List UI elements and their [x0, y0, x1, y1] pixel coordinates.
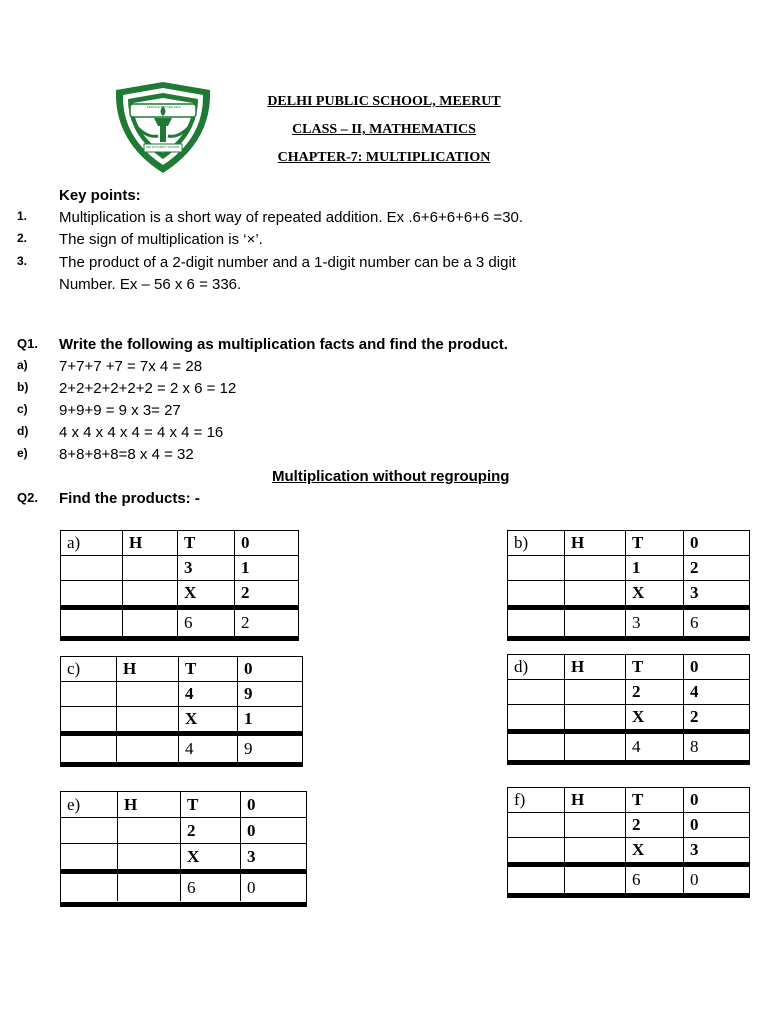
- tens-header: T: [626, 655, 684, 679]
- empty-cell: [565, 581, 626, 605]
- empty-cell: [508, 581, 565, 605]
- logo-bottom-text: DELHI PUBLIC SCHOOL: [145, 145, 180, 149]
- empty-cell: [61, 844, 118, 869]
- answer-tens: 4: [626, 734, 684, 760]
- empty-cell: [61, 707, 117, 731]
- multiplier: 3: [247, 846, 256, 866]
- worksheet-table-c: [60, 656, 303, 763]
- number-ones: 4: [690, 682, 699, 701]
- empty-cell: [117, 707, 179, 731]
- empty-cell: [508, 838, 565, 862]
- q2-title: Find the products: -: [59, 490, 200, 507]
- empty-cell: [61, 581, 123, 605]
- number-tens: 2: [626, 813, 684, 837]
- empty-cell: [565, 813, 626, 837]
- empty-cell: [508, 867, 565, 893]
- answer-tens: 6: [626, 867, 684, 893]
- empty-cell: [118, 844, 181, 869]
- table-label: c): [61, 657, 117, 681]
- q1-number: Q1.: [17, 336, 38, 351]
- answer-hundreds: [123, 610, 178, 636]
- ones-header: 0: [244, 659, 253, 678]
- table-label: e): [61, 792, 118, 817]
- q1-item-label: d): [17, 424, 29, 438]
- empty-cell: [61, 682, 117, 706]
- multiplier: 2: [241, 583, 250, 602]
- q1-title: Write the following as multiplication facts and find the product.: [59, 336, 508, 353]
- hundreds-header: H: [565, 655, 626, 679]
- key-point-text: The product of a 2-digit number and a 1-digit number can be a 3 digit: [59, 254, 516, 271]
- q1-item-text: 9+9+9 = 9 x 3= 27: [59, 402, 181, 419]
- key-point-text-continued: Number. Ex – 56 x 6 = 336.: [59, 276, 242, 293]
- worksheet-table-e: [60, 791, 307, 903]
- key-points-title: Key points:: [59, 187, 141, 204]
- empty-cell: [565, 838, 626, 862]
- worksheet-table-f: [507, 787, 750, 894]
- hundreds-header: H: [117, 657, 179, 681]
- number-tens: 4: [179, 682, 238, 706]
- ones-header: 0: [690, 657, 699, 676]
- q1-item-text: 8+8+8+8=8 x 4 = 32: [59, 446, 194, 463]
- q1-item-label: b): [17, 380, 29, 394]
- ones-header: 0: [241, 533, 250, 552]
- multiplier: 3: [690, 840, 699, 859]
- q1-item-label: c): [17, 402, 28, 416]
- empty-cell: [508, 556, 565, 580]
- empty-cell: [61, 818, 118, 843]
- ones-header: 0: [690, 790, 699, 809]
- empty-cell: [61, 556, 123, 580]
- answer-ones: 9: [244, 739, 253, 758]
- empty-cell: [508, 734, 565, 760]
- table-label: a): [61, 531, 123, 555]
- table-label: d): [508, 655, 565, 679]
- number-tens: 1: [626, 556, 684, 580]
- answer-hundreds: [565, 867, 626, 893]
- empty-cell: [508, 813, 565, 837]
- tens-header: T: [178, 531, 235, 555]
- table-bottom-rule: [60, 762, 303, 767]
- empty-cell: [565, 705, 626, 729]
- answer-hundreds: [117, 736, 179, 762]
- number-tens: 2: [181, 818, 241, 843]
- empty-cell: [118, 818, 181, 843]
- table-bottom-rule: [507, 893, 750, 898]
- worksheet-table-b: [507, 530, 750, 637]
- key-point-text: Multiplication is a short way of repeated addition. Ex .6+6+6+6+6 =30.: [59, 209, 524, 226]
- number-ones: 9: [244, 684, 253, 703]
- empty-cell: [508, 610, 565, 636]
- class-title: CLASS – II, MATHEMATICS: [292, 122, 476, 137]
- empty-cell: [508, 705, 565, 729]
- q1-item-label: a): [17, 358, 28, 372]
- empty-cell: [123, 556, 178, 580]
- answer-ones: 6: [690, 613, 699, 632]
- empty-cell: [61, 736, 117, 762]
- empty-cell: [117, 682, 179, 706]
- number-ones: 2: [690, 558, 699, 577]
- multiplier: 3: [690, 583, 699, 602]
- q2-number: Q2.: [17, 490, 38, 505]
- empty-cell: [123, 581, 178, 605]
- number-ones: 1: [241, 558, 250, 577]
- ones-header: 0: [247, 794, 256, 814]
- answer-ones: 0: [690, 870, 699, 889]
- answer-hundreds: [118, 874, 181, 901]
- key-point-number: 1.: [17, 209, 28, 223]
- answer-ones: 2: [241, 613, 250, 632]
- q1-item-text: 7+7+7 +7 = 7x 4 = 28: [59, 358, 203, 375]
- tens-header: T: [179, 657, 238, 681]
- hundreds-header: H: [118, 792, 181, 817]
- tens-header: T: [626, 531, 684, 555]
- key-point-number: 2.: [17, 231, 28, 245]
- table-bottom-rule: [507, 636, 750, 641]
- multiply-sign: X: [179, 707, 238, 731]
- number-ones: 0: [247, 820, 256, 840]
- multiply-sign: X: [626, 705, 684, 729]
- table-bottom-rule: [507, 760, 750, 765]
- empty-cell: [61, 610, 123, 636]
- multiplier: 1: [244, 709, 253, 728]
- key-point-number: 3.: [17, 254, 28, 268]
- hundreds-header: H: [565, 788, 626, 812]
- answer-tens: 6: [181, 874, 241, 901]
- worksheet-table-a: [60, 530, 299, 637]
- multiplier: 2: [690, 707, 699, 726]
- answer-ones: 0: [247, 877, 256, 897]
- multiply-sign: X: [626, 838, 684, 862]
- q1-item-text: 4 x 4 x 4 x 4 = 4 x 4 = 16: [59, 424, 224, 441]
- key-point-text: The sign of multiplication is ‘×’.: [59, 231, 263, 248]
- q1-item-label: e): [17, 446, 28, 460]
- table-bottom-rule: [60, 636, 299, 641]
- number-tens: 2: [626, 680, 684, 704]
- number-tens: 3: [178, 556, 235, 580]
- empty-cell: [61, 874, 118, 901]
- tens-header: T: [181, 792, 241, 817]
- school-name: DELHI PUBLIC SCHOOL, MEERUT: [267, 94, 501, 109]
- answer-tens: 6: [178, 610, 235, 636]
- empty-cell: [565, 556, 626, 580]
- answer-hundreds: [565, 734, 626, 760]
- hundreds-header: H: [123, 531, 178, 555]
- multiply-sign: X: [178, 581, 235, 605]
- table-label: b): [508, 531, 565, 555]
- logo-top-text: SERVICE BEFORE SELF: [146, 105, 182, 109]
- answer-tens: 3: [626, 610, 684, 636]
- table-label: f): [508, 788, 565, 812]
- answer-ones: 8: [690, 737, 699, 756]
- hundreds-header: H: [565, 531, 626, 555]
- worksheet-table-d: [507, 654, 750, 761]
- section-title: Multiplication without regrouping: [272, 468, 510, 485]
- q1-item-text: 2+2+2+2+2+2 = 2 x 6 = 12: [59, 380, 237, 397]
- tens-header: T: [626, 788, 684, 812]
- table-bottom-rule: [60, 902, 307, 907]
- answer-tens: 4: [179, 736, 238, 762]
- multiply-sign: X: [181, 844, 241, 869]
- multiply-sign: X: [626, 581, 684, 605]
- empty-cell: [508, 680, 565, 704]
- chapter-title: CHAPTER-7: MULTIPLICATION: [277, 150, 491, 165]
- empty-cell: [565, 680, 626, 704]
- ones-header: 0: [690, 533, 699, 552]
- answer-hundreds: [565, 610, 626, 636]
- number-ones: 0: [690, 815, 699, 834]
